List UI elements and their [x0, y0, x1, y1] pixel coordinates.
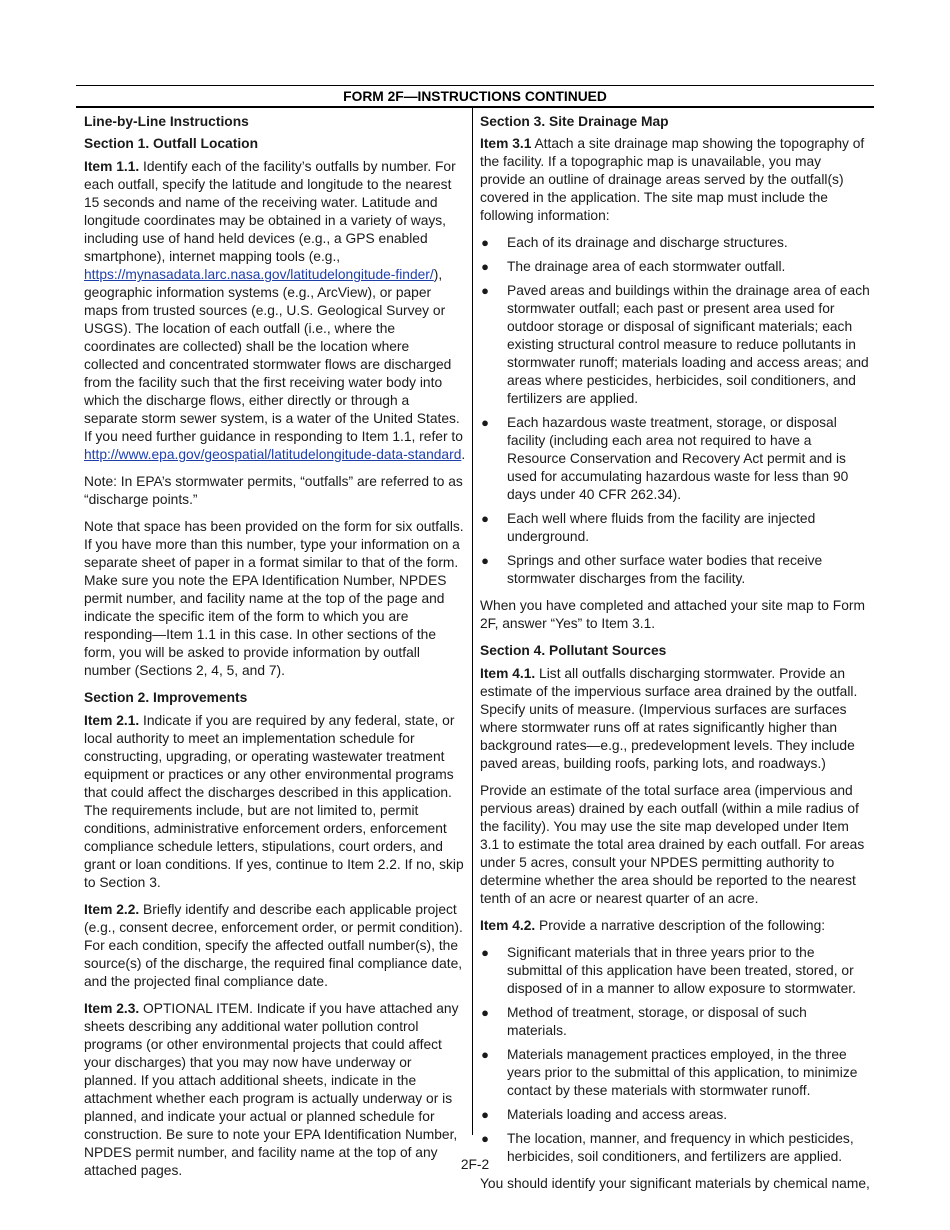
- list-item-text: Materials loading and access areas.: [507, 1107, 728, 1122]
- item-2-3-label: Item 2.3.: [84, 1001, 140, 1016]
- narrative-description-list: [480, 944, 870, 1166]
- column-divider: [472, 108, 473, 1135]
- bullet-icon: ●: [481, 415, 489, 430]
- list-item: [480, 414, 870, 504]
- list-item: [480, 552, 870, 588]
- list-item-text: Materials management practices employed, in the three years prior to the submittal of this application, to minimize contact by these materials with stormwater runoff.: [507, 1047, 858, 1098]
- item-3-1-paragraph: [480, 135, 870, 225]
- list-item: [480, 1004, 870, 1040]
- bullet-icon: ●: [481, 1131, 489, 1146]
- page-number: 2F-2: [460, 1157, 490, 1172]
- item-4-2-paragraph: [480, 917, 870, 935]
- item-1-1-label: Item 1.1.: [84, 159, 140, 174]
- item-2-2-label: Item 2.2.: [84, 902, 140, 917]
- bullet-icon: ●: [481, 259, 489, 274]
- item-2-2-text: Briefly identify and describe each applicable project (e.g., consent decree, enforcement order, or permit condition). For each condition, specify the affected outfall number(s), the source(s) of the discharge, the required final compliance date, and the projected final compliance date.: [84, 902, 463, 989]
- six-outfalls-note: Note that space has been provided on the form for six outfalls. If you have more than this number, type your information on a separate sheet of paper in a format similar to that of the form. Make sure you note the EPA Identification Number, NPDES permit number, and facility name at the top of the page and indicate the specific item of the form to which you are responding—Item 1.1 in this case. In other sections of the form, you will be asked to provide information by outfall number (Sections 2, 4, 5, and 7).: [84, 519, 464, 678]
- item-1-1-paragraph: [84, 158, 466, 464]
- latlong-standard-link[interactable]: http://www.epa.gov/geospatial/latitudelongitude-data-standard: [84, 447, 462, 462]
- line-by-line-heading: Line-by-Line Instructions: [84, 114, 249, 129]
- section-1-heading: Section 1. Outfall Location: [84, 136, 259, 151]
- form-title: FORM 2F—INSTRUCTIONS CONTINUED: [343, 89, 607, 104]
- item-2-3-paragraph: [84, 1000, 466, 1180]
- site-map-requirements-list: [480, 234, 870, 588]
- section-2-heading: Section 2. Improvements: [84, 690, 248, 705]
- list-item: [480, 234, 870, 252]
- bullet-icon: ●: [481, 945, 489, 960]
- item-2-1-paragraph: [84, 712, 466, 892]
- list-item-text: Paved areas and buildings within the drainage area of each stormwater outfall; each past or present area used for outdoor storage or disposal of significant materials; each existing structural control measure to reduce pollutants in stormwater runoff; materials loading and access areas; and areas where pesticides, herbicides, soil conditioners, and fertilizers are applied.: [507, 283, 870, 406]
- section-4-closing: You should identify your significant materials by chemical name,: [480, 1176, 870, 1191]
- item-4-1-paragraph-2: Provide an estimate of the total surface area (impervious and pervious areas) drained by each outfall (within a mile radius of the facility). You may use the site map developed under Item 3.1 to estimate the total area drained by each outfall. For areas under 5 acres, consult your NPDES permitting authority to determine whether the area should be reported to the nearest tenth of an acre or nearest quarter of an acre.: [480, 783, 865, 906]
- item-4-2-label: Item 4.2.: [480, 918, 536, 933]
- list-item: [480, 282, 870, 408]
- bullet-icon: ●: [481, 1107, 489, 1122]
- item-1-1-text-a: Identify each of the facility’s outfalls by number. For each outfall, specify the latitude and longitude to the nearest 15 seconds and name of the receiving water. Latitude and longitude coordinates may be obtained in a variety of ways, including use of hand held devices (e.g., a GPS enabled smartphone), internet mapping tools (e.g.,: [84, 159, 456, 264]
- list-item-text: The location, manner, and frequency in which pesticides, herbicides, soil conditioners, and fertilizers are applied.: [507, 1131, 854, 1164]
- discharge-points-note: Note: In EPA’s stormwater permits, “outfalls” are referred to as “discharge points.”: [84, 474, 463, 507]
- list-item-text: Each of its drainage and discharge structures.: [507, 235, 788, 250]
- list-item: [480, 510, 870, 546]
- list-item: [480, 1106, 870, 1124]
- bullet-icon: ●: [481, 283, 489, 298]
- item-4-1-text: List all outfalls discharging stormwater. Provide an estimate of the impervious surface area drained by the outfall. Specify units of measure. (Impervious surfaces are surfaces where stormwater runs off at rates significantly higher than background rates—e.g., predevelopment levels. They include paved areas, building roofs, parking lots, and roadways.): [480, 666, 858, 771]
- header-rule-bottom: [76, 106, 874, 108]
- item-2-3-text: OPTIONAL ITEM. Indicate if you have attached any sheets describing any additional water pollution control programs (or other environmental projects that could affect your discharges) that you may now have underway or planned. If you attach additional sheets, indicate in the attachment whether each program is actually underway or is planned, and indicate your actual or planned schedule for construction. Be sure to note your EPA Identification Number, NPDES permit number, and facility name at the top of any attached pages.: [84, 1001, 459, 1178]
- item-4-1-label: Item 4.1.: [480, 666, 536, 681]
- bullet-icon: ●: [481, 1047, 489, 1062]
- bullet-icon: ●: [481, 511, 489, 526]
- bullet-icon: ●: [481, 1005, 489, 1020]
- bullet-icon: ●: [481, 553, 489, 568]
- right-column: [480, 113, 870, 1202]
- list-item-text: Springs and other surface water bodies that receive stormwater discharges from the facility.: [507, 553, 823, 586]
- list-item-text: Method of treatment, storage, or disposal of such materials.: [507, 1005, 807, 1038]
- list-item: [480, 258, 870, 276]
- item-4-1-paragraph: [480, 665, 870, 773]
- item-2-2-paragraph: [84, 901, 466, 991]
- item-4-2-text: Provide a narrative description of the following:: [535, 918, 826, 933]
- item-1-1-text-b: ), geographic information systems (e.g., ArcView), or paper maps from trusted sources (e.g., U.S. Geological Survey or USGS). The location of each outfall (i.e., where the coordinates are collected) shall be the location where collected and concentrated stormwater flows are discharged from the facility such that the first receiving water body into which the discharge flows, either directly or through a separate storm sewer system, is a water of the United States. If you need further guidance in responding to Item 1.1, refer to: [84, 267, 463, 444]
- list-item-text: Each well where fluids from the facility are injected underground.: [507, 511, 816, 544]
- list-item-text: The drainage area of each stormwater outfall.: [507, 259, 786, 274]
- item-2-1-text: Indicate if you are required by any federal, state, or local authority to meet an implementation schedule for constructing, upgrading, or operating wastewater treatment equipment or practices or any other environmental programs that could affect the discharges described in this application. The requirements include, but are not limited to, permit conditions, administrative enforcement orders, enforcement compliance schedule letters, stipulations, court orders, and grant or loan conditions. If yes, continue to Item 2.2. If no, skip to Section 3.: [84, 713, 464, 890]
- item-3-1-label: Item 3.1: [480, 136, 532, 151]
- list-item-text: Each hazardous waste treatment, storage, or disposal facility (including each area not required to have a Resource Conservation and Recovery Act permit and is used for accumulating hazardous waste for less than 90 days under 40 CFR 262.34).: [507, 415, 849, 502]
- item-1-1-text-c: .: [461, 447, 466, 462]
- latlong-finder-link[interactable]: https://mynasadata.larc.nasa.gov/latitudelongitude-finder/: [84, 267, 434, 282]
- list-item: [480, 944, 870, 998]
- list-item: [480, 1046, 870, 1100]
- list-item-text: Significant materials that in three years prior to the submittal of this application have been treated, stored, or disposed of in a manner to allow exposure to stormwater.: [507, 945, 856, 996]
- item-3-1-text: Attach a site drainage map showing the topography of the facility. If a topographic map is unavailable, you may provide an outline of drainage areas served by the outfall(s) covered in the application. The site map must include the following information:: [480, 136, 865, 223]
- item-2-1-label: Item 2.1.: [84, 713, 140, 728]
- section-3-closing: When you have completed and attached your site map to Form 2F, answer “Yes” to Item 3.1.: [480, 598, 865, 631]
- section-3-heading: Section 3. Site Drainage Map: [480, 114, 669, 129]
- bullet-icon: ●: [481, 235, 489, 250]
- header-rule-top: [76, 85, 874, 86]
- section-4-heading: Section 4. Pollutant Sources: [480, 643, 667, 658]
- left-column: [84, 113, 466, 1189]
